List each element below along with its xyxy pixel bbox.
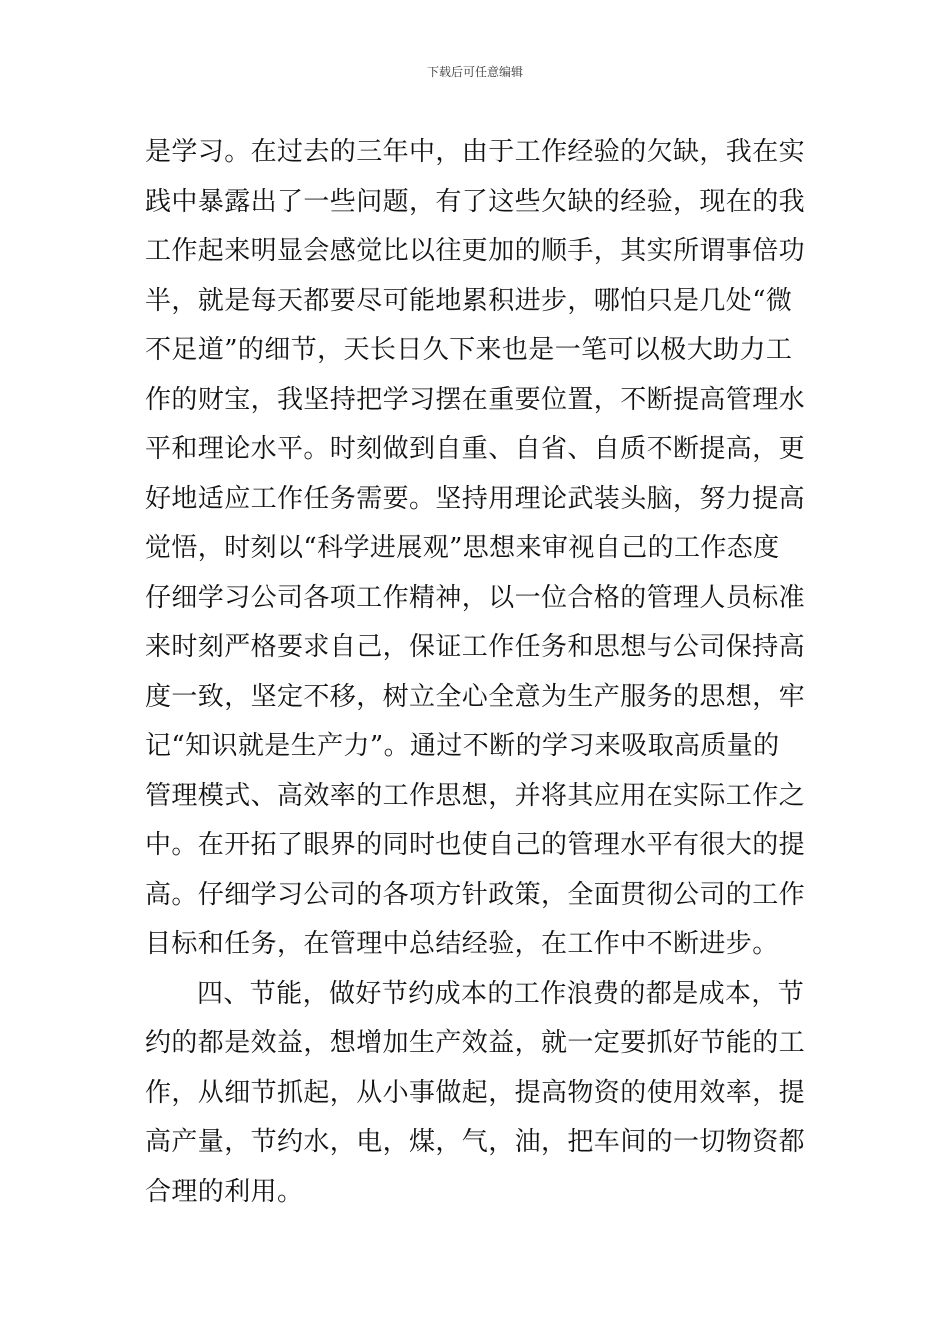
paragraph-line: 目标和任务，在管理中总结经验，在工作中不断进步。 <box>145 929 779 959</box>
paragraph-line: 约的都是效益，想增加生产效益，就一定要抓好节能的工 <box>145 1028 806 1058</box>
paragraph-line: 好地适应工作任务需要。坚持用理论武装头脑，努力提高 <box>145 483 806 514</box>
paragraph-line: 中。在开拓了眼界的同时也使自己的管理水平有很大的提 <box>145 830 806 860</box>
paragraph-line: 践中暴露出了一些问题，有了这些欠缺的经验，现在的我 <box>145 186 806 217</box>
paragraph-line: 合理的利用。 <box>145 1176 304 1207</box>
paragraph-first-line: 四、节能，做好节约成本的工作浪费的都是成本，节 <box>197 978 805 1009</box>
paragraph-line: 觉悟，时刻以“科学进展观”思想来审视自己的工作态度 <box>145 533 780 563</box>
paragraph-line: 不足道”的细节，天长日久下来也是一笔可以极大助力工 <box>145 335 793 365</box>
paragraph-line: 仔细学习公司各项工作精神，以一位合格的管理人员标准 <box>145 582 806 613</box>
paragraph-line: 作，从细节抓起，从小事做起，提高物资的使用效率，提 <box>145 1077 806 1108</box>
page-header: 下载后可任意编辑 <box>426 65 523 79</box>
paragraph-line: 高。仔细学习公司的各项方针政策，全面贯彻公司的工作 <box>145 879 806 910</box>
paragraph-line: 是学习。在过去的三年中，由于工作经验的欠缺，我在实 <box>145 137 806 167</box>
paragraph-line: 来时刻严格要求自己，保证工作任务和思想与公司保持高 <box>145 632 806 662</box>
paragraph-line: 作的财宝，我坚持把学习摆在重要位置，不断提高管理水 <box>145 384 806 415</box>
paragraph-line: 记“知识就是生产力”。通过不断的学习来吸取高质量的 <box>145 731 780 761</box>
document-body <box>145 128 810 1217</box>
paragraph-line: 高产量，节约水，电，煤，气，油，把车间的一切物资都 <box>145 1127 806 1157</box>
paragraph-line: 工作起来明显会感觉比以往更加的顺手，其实所谓事倍功 <box>145 236 806 266</box>
paragraph-line: 半，就是每天都要尽可能地累积进步，哪怕只是几处“微 <box>145 285 793 316</box>
paragraph-line: 度一致，坚定不移，树立全心全意为生产服务的思想，牢 <box>145 681 806 712</box>
paragraph-line: 平和理论水平。时刻做到自重、自省、自质不断提高，更 <box>145 434 806 464</box>
paragraph-line: 管理模式、高效率的工作思想，并将其应用在实际工作之 <box>145 780 806 811</box>
